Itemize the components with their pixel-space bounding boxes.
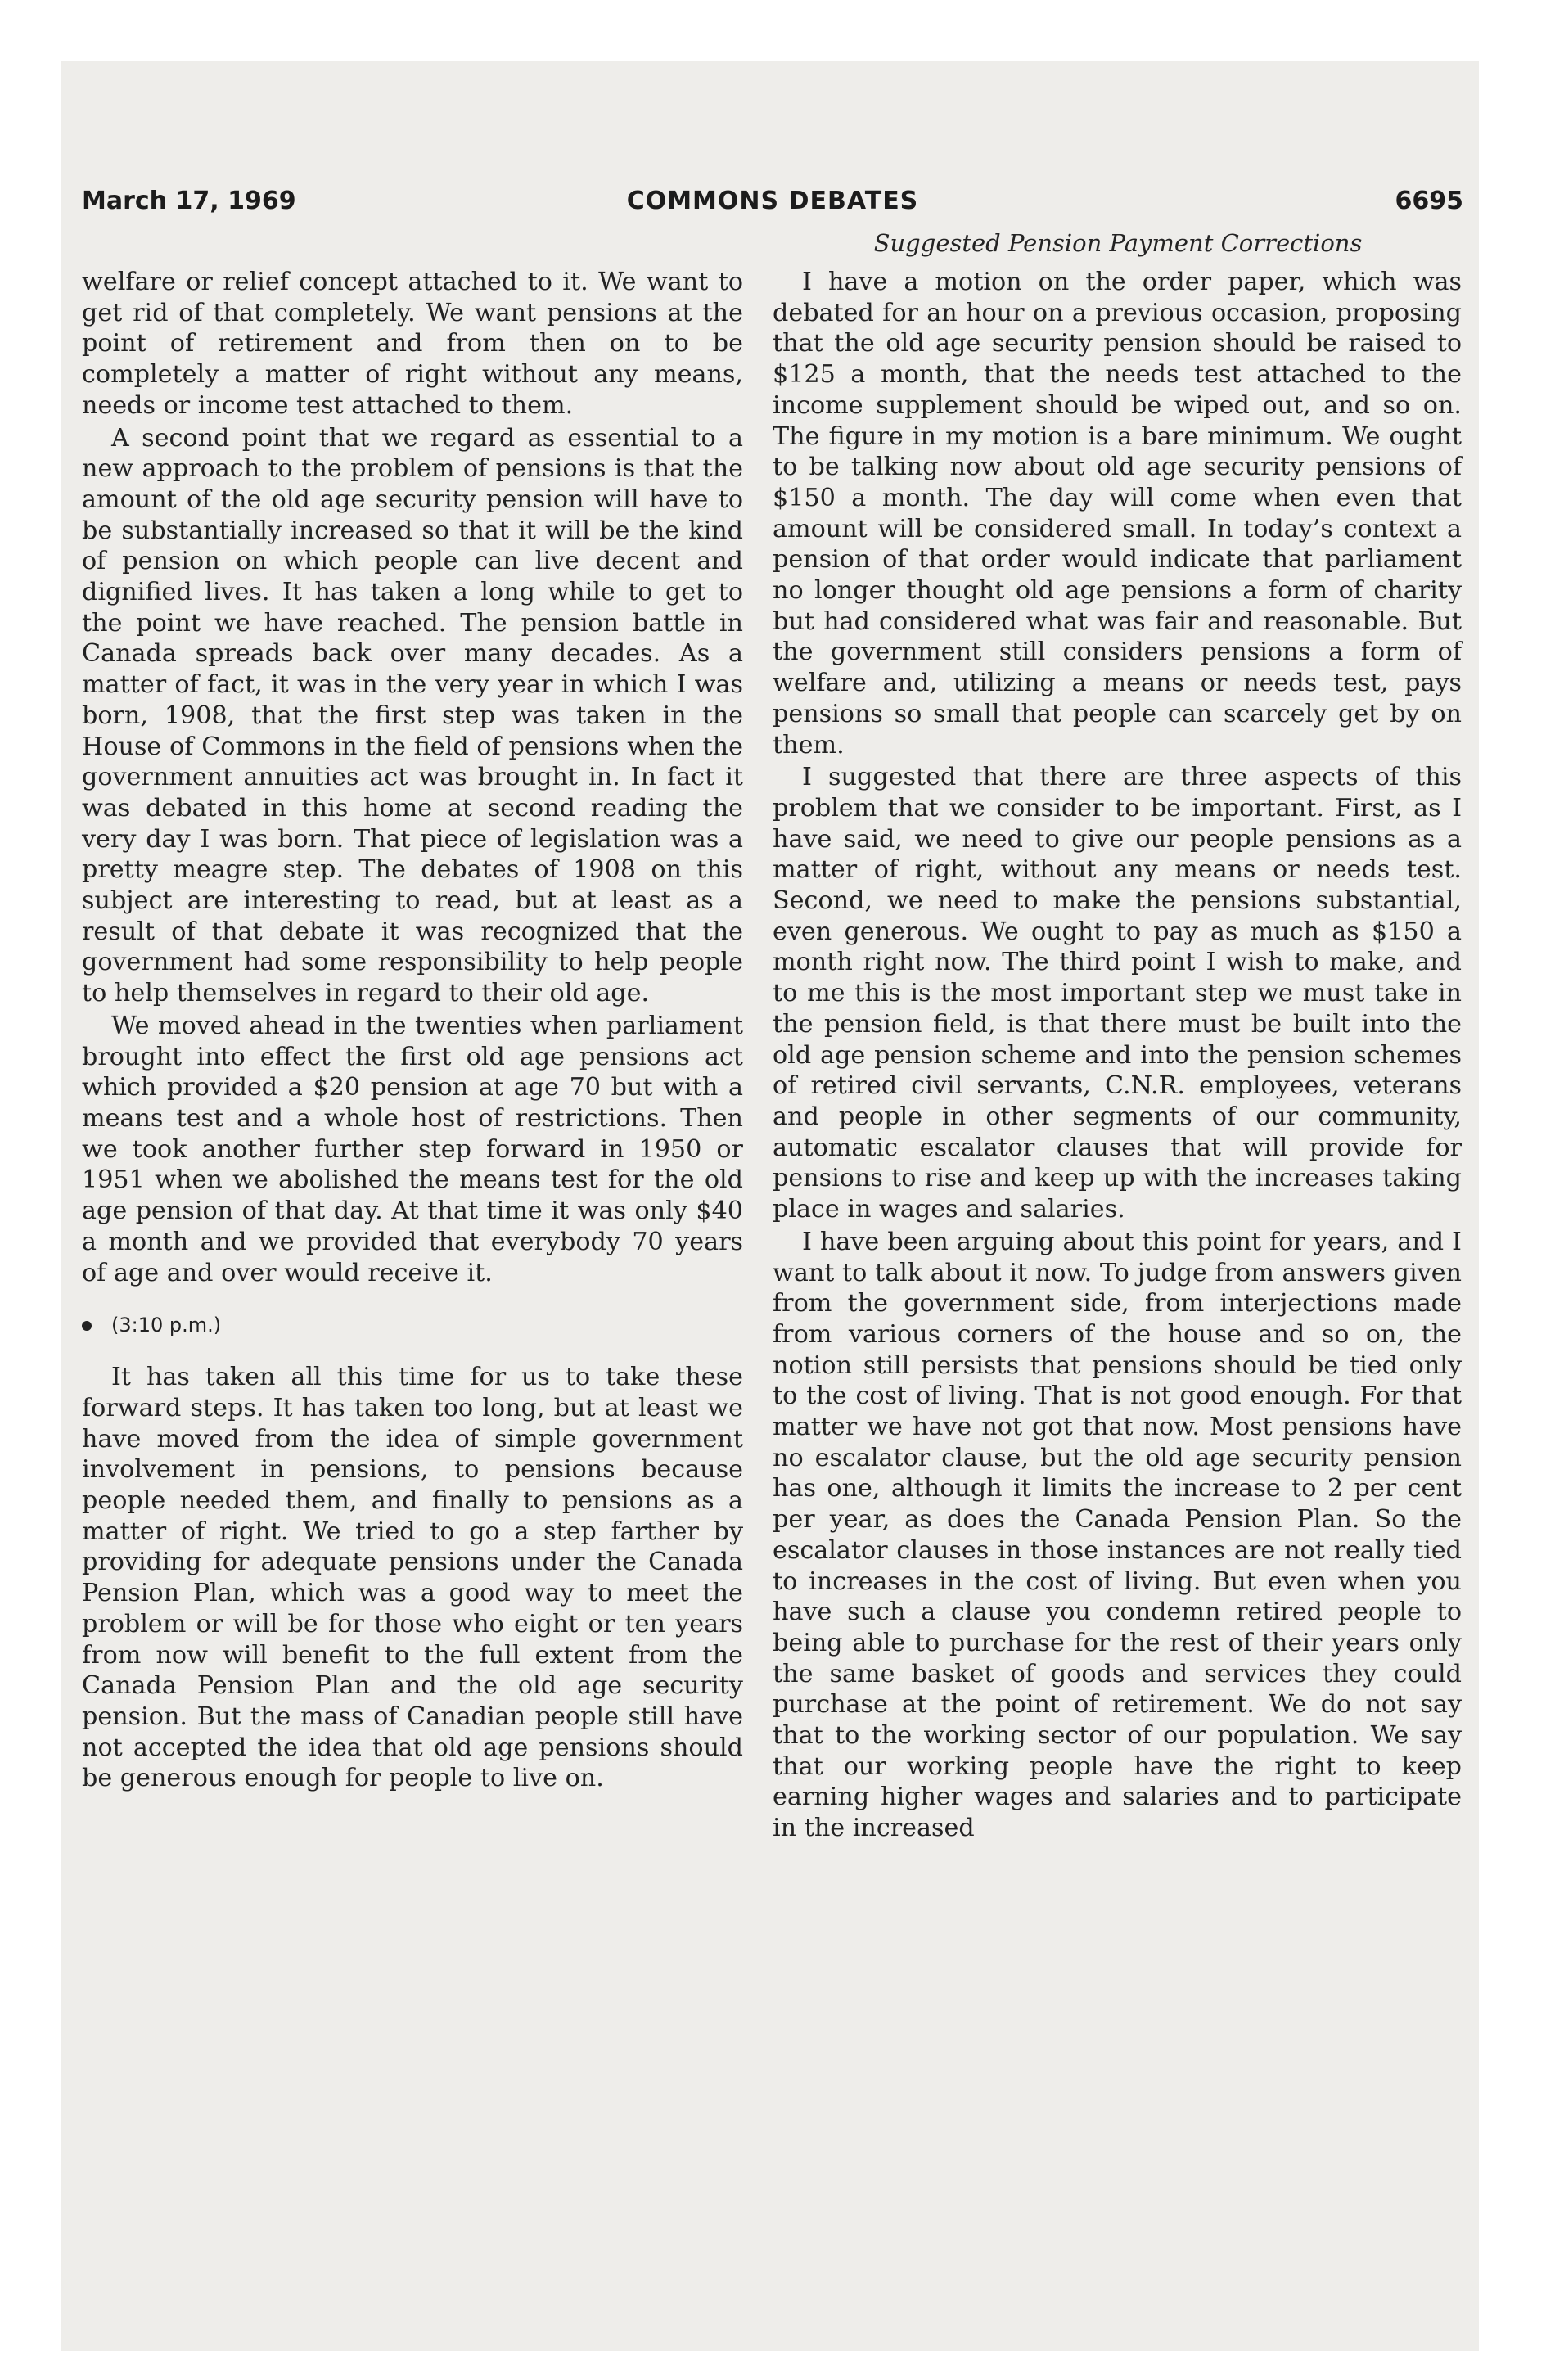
page-header <box>82 187 1463 226</box>
header-date: March 17, 1969 <box>82 187 296 215</box>
right-paragraph-1: I have a motion on the order paper, which was debated for an hour on a previous occasion, proposing that the old age security pension should be raised to $125 a month, that the needs test attached to the income supplement should be wiped out, and so on. The figure in my motion is a bare minimum. We ought to be talking now about old age security pensions of $150 a month. The day will come when even that amount will be considered small. In today’s context a pension of that order would indicate that parliament no longer thought old age pensions a form of charity but had considered what was fair and reasonable. But the government still considers pensions a form of welfare and, utilizing a means or needs test, pays pensions so small that people can scarcely get by on them. <box>773 268 1462 760</box>
right-column-subtitle: Suggested Pension Payment Corrections <box>873 229 1363 257</box>
header-title: COMMONS DEBATES <box>626 187 919 215</box>
left-paragraph-2: A second point that we regard as essential to a new approach to the problem of pensions is that the amount of the old age security pension will have to be substantially increased so that it will be the kind of pension on which people can live decent and dignified lives. It has taken a long while to get to the point we have reached. The pension battle in Canada spreads back over many decades. As a matter of fact, it was in the very year in which I was born, 1908, that the first step was taken in the House of Commons in the field of pensions when the government annuities act was brought in. In fact it was debated in this home at second reading the very day I was born. That piece of legislation was a pretty meagre step. The debates of 1908 on this subject are interesting to read, but at least as a result of that debate it was recognized that the government had some responsibility to help people to help themselves in regard to their old age. <box>82 423 743 1008</box>
right-paragraph-3: I have been arguing about this point for years, and I want to talk about it now. To judge from answers given from the government side, from interjections made from various corners of the house and so on, the notion still persists that pensions should be tied only to the cost of living. That is not good enough. For that matter we have not got that now. Most pensions have no escalator clause, but the old age security pension has one, although it limits the increase to 2 per cent per year, as does the Canada Pension Plan. So the escalator clauses in those instances are not really tied to increases in the cost of living. But even when you have such a clause you condemn retired people to being able to purchase for the rest of their years only the same basket of goods and services they could purchase at the point of retirement. We do not say that to the working sector of our population. We say that our working people have the right to keep earning higher wages and salaries and to participate in the increased <box>773 1227 1462 1843</box>
time-marker-text: (3:10 p.m.) <box>111 1314 222 1337</box>
time-marker <box>82 1313 743 1337</box>
left-column <box>82 267 743 1796</box>
left-paragraph-4: It has taken all this time for us to take these forward steps. It has taken too long, but at least we have moved from the idea of simple government involvement in pensions, to pensions because people needed them, and finally to pensions as a matter of right. We tried to go a step farther by providing for adequate pensions under the Canada Pension Plan, which was a good way to meet the problem or will be for those who eight or ten years from now will benefit to the full extent from the Canada Pension Plan and the old age security pension. But the mass of Canadian people still have not accepted the idea that old age pensions should be generous enough for people to live on. <box>82 1363 743 1793</box>
left-paragraph-1: welfare or relief concept attached to it. We want to get rid of that completely. We want pensions at the point of retirement and from then on to be completely a matter of right without any means, needs or income test attached to them. <box>82 268 743 420</box>
right-paragraph-2: I suggested that there are three aspects of this problem that we consider to be important. First, as I have said, we need to give our people pensions as a matter of right, without any means or needs test. Second, we need to make the pensions substantial, even generous. We ought to pay as much as $150 a month right now. The third point I wish to make, and to me this is the most important step we must take in the pension field, is that there must be built into the old age pension scheme and into the pension schemes of retired civil servants, C.N.R. employees, veterans and people in other segments of our community, automatic escalator clauses that will provide for pensions to rise and keep up with the increases taking place in wages and salaries. <box>773 763 1462 1224</box>
left-paragraph-3: We moved ahead in the twenties when parliament brought into effect the first old age pensions act which provided a $20 pension at age 70 but with a means test and a whole host of restrictions. Then we took another further step forward in 1950 or 1951 when we abolished the means test for the old age pension of that day. At that time it was only $40 a month and we provided that everybody 70 years of age and over would receive it. <box>82 1011 743 1287</box>
bullet-icon <box>82 1321 92 1331</box>
right-column <box>773 267 1462 1846</box>
header-page-number: 6695 <box>1395 187 1463 215</box>
